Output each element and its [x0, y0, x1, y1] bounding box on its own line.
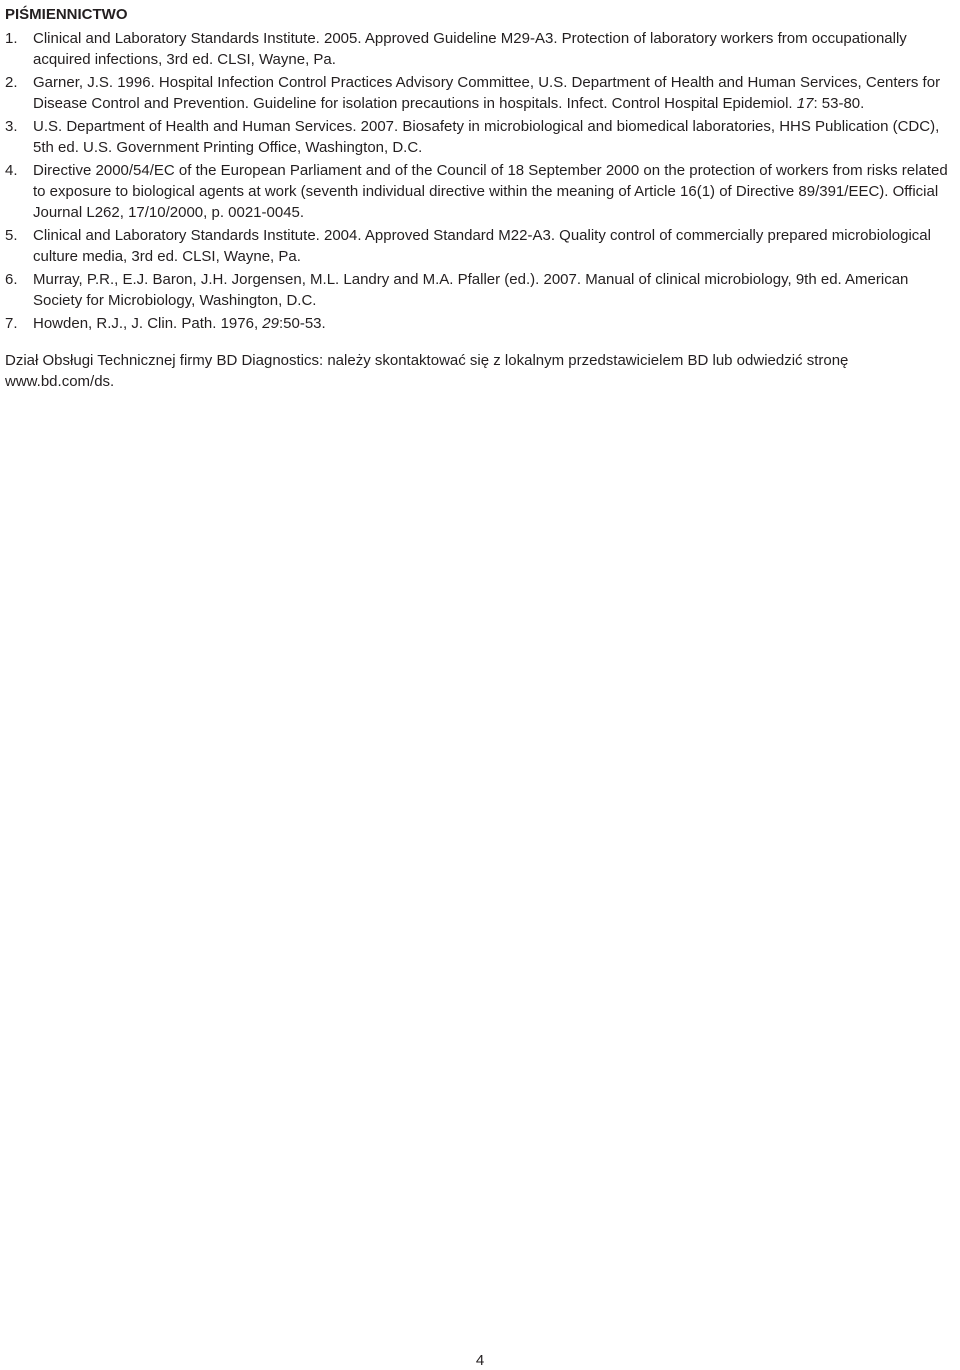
reference-text: Clinical and Laboratory Standards Institute. 2004. Approved Standard M22-A3. Quality control of commercially prepared microbiological culture media, 3rd ed. CLSI, Wayne, Pa.	[33, 227, 931, 265]
reference-item	[5, 28, 955, 70]
volume-number: 29	[262, 315, 279, 332]
reference-number: 7.	[5, 315, 18, 332]
reference-list	[5, 28, 955, 334]
page-number: 4	[475, 1352, 485, 1369]
support-note: Dział Obsługi Technicznej firmy BD Diagnostics: należy skontaktować się z lokalnym przedstawicielem BD lub odwiedzić stronę www.bd.com/ds.	[5, 352, 849, 390]
reference-number: 2.	[5, 74, 18, 91]
reference-text: Directive 2000/54/EC of the European Parliament and of the Council of 18 September 2000 on the protection of workers from risks related to exposure to biological agents at work (seventh individual directive within the meaning of Article 16(1) of Directive 89/391/EEC). Official Journal L262, 17/10/2000, p. 0021-0045.	[33, 162, 948, 221]
reference-item	[5, 225, 955, 267]
page-title: PIŚMIENNICTWO	[5, 6, 128, 23]
reference-item	[5, 72, 955, 114]
reference-text: U.S. Department of Health and Human Services. 2007. Biosafety in microbiological and biomedical laboratories, HHS Publication (CDC), 5th ed. U.S. Government Printing Office, Washington, D.C.	[33, 118, 940, 156]
reference-number: 4.	[5, 162, 18, 179]
reference-text: Garner, J.S. 1996. Hospital Infection Control Practices Advisory Committee, U.S. Department of Health and Human Services, Centers for Disease Control and Prevention. Guideline for isolation precautions in hospitals. Infect. Control Hospital Epidemiol. 17: 53-80.	[33, 74, 941, 112]
volume-number: 17	[796, 95, 814, 112]
reference-text: Howden, R.J., J. Clin. Path. 1976, 29:50-53.	[33, 315, 326, 332]
reference-number: 5.	[5, 227, 18, 244]
reference-number: 6.	[5, 271, 18, 288]
reference-item	[5, 116, 955, 158]
reference-item	[5, 160, 955, 223]
reference-text: Clinical and Laboratory Standards Institute. 2005. Approved Guideline M29-A3. Protection of laboratory workers from occupationally acquired infections, 3rd ed. CLSI, Wayne, Pa.	[33, 30, 907, 68]
reference-item	[5, 269, 955, 311]
reference-text: Murray, P.R., E.J. Baron, J.H. Jorgensen, M.L. Landry and M.A. Pfaller (ed.). 2007. Manual of clinical microbiology, 9th ed. American Society for Microbiology, Washington, D.C.	[33, 271, 909, 309]
reference-number: 1.	[5, 30, 18, 47]
document-page	[5, 4, 955, 407]
reference-item	[5, 313, 955, 334]
reference-number: 3.	[5, 118, 18, 135]
